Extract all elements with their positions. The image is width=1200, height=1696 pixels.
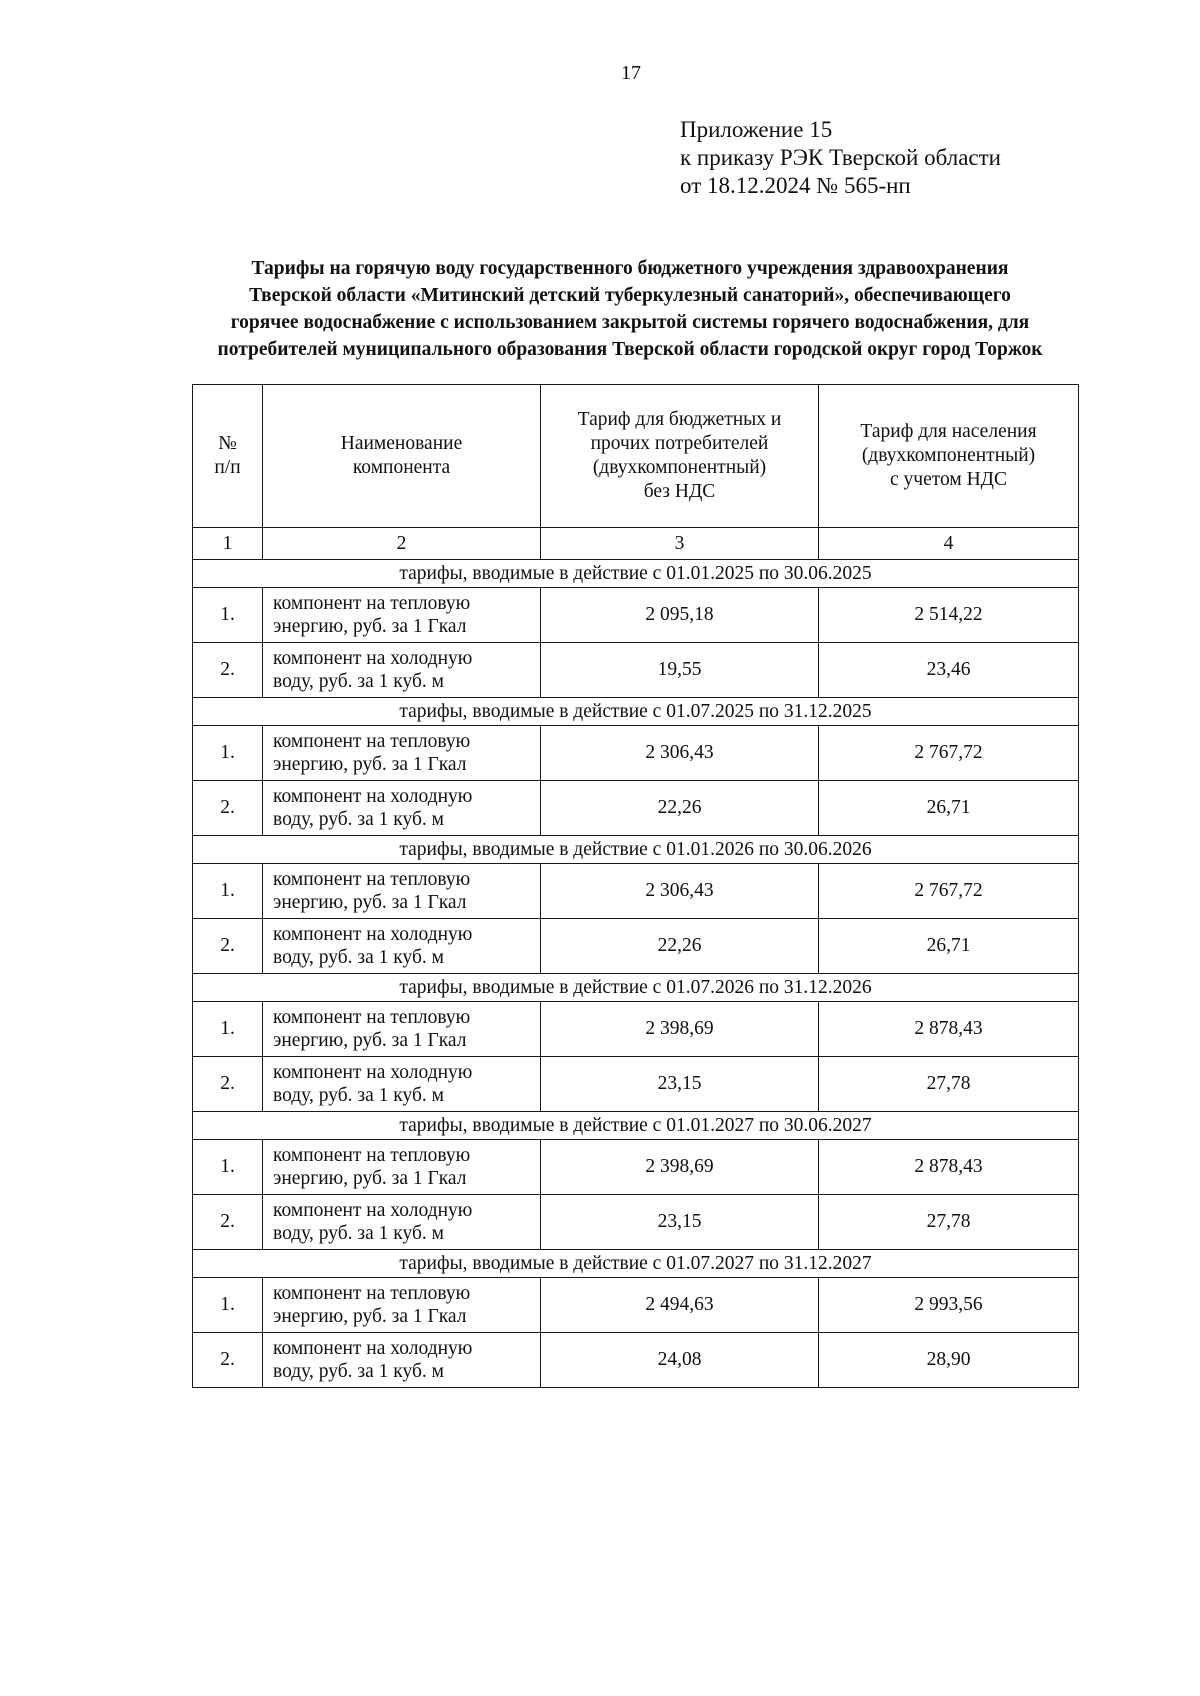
header-budget-tariff: Тариф для бюджетных и прочих потребителей (двухкомпонентный) без НДС (541, 385, 819, 528)
budget-tariff-value: 2 306,43 (541, 864, 819, 919)
table-row (193, 781, 1079, 836)
component-name-line: воду, руб. за 1 куб. м (273, 1361, 444, 1382)
title-line-3: горячее водоснабжение с использованием закрытой системы горячего водоснабжения, для (230, 312, 1030, 333)
document-title (150, 255, 1110, 363)
appendix-line-2: к приказу РЭК Тверской области (680, 145, 1001, 170)
component-name-line: энергию, руб. за 1 Гкал (273, 616, 467, 637)
row-number: 2. (193, 643, 263, 698)
table-row (193, 919, 1079, 974)
population-tariff-value: 2 514,22 (819, 588, 1079, 643)
component-name-line: воду, руб. за 1 куб. м (273, 947, 444, 968)
title-line-1: Тарифы на горячую воду государственного бюджетного учреждения здравоохранения (251, 258, 1009, 279)
budget-tariff-value: 19,55 (541, 643, 819, 698)
budget-tariff-value: 22,26 (541, 919, 819, 974)
population-tariff-value: 28,90 (819, 1333, 1079, 1388)
column-number: 2 (263, 528, 541, 560)
component-name (263, 781, 541, 836)
component-name (263, 726, 541, 781)
component-name-line: компонент на холодную (273, 1200, 473, 1221)
period-label: тарифы, вводимые в действие с 01.07.2026 по 31.12.2026 (193, 974, 1079, 1002)
population-tariff-value: 26,71 (819, 919, 1079, 974)
budget-tariff-value: 2 095,18 (541, 588, 819, 643)
component-name-line: компонент на холодную (273, 1338, 473, 1359)
table-row (193, 1278, 1079, 1333)
period-row (193, 560, 1079, 588)
period-row (193, 974, 1079, 1002)
component-name (263, 864, 541, 919)
row-number: 1. (193, 1002, 263, 1057)
population-tariff-value: 2 993,56 (819, 1278, 1079, 1333)
table-row (193, 1333, 1079, 1388)
period-label: тарифы, вводимые в действие с 01.07.2027 по 31.12.2027 (193, 1250, 1079, 1278)
component-name-line: энергию, руб. за 1 Гкал (273, 1030, 467, 1051)
period-label: тарифы, вводимые в действие с 01.01.2027 по 30.06.2027 (193, 1112, 1079, 1140)
period-row (193, 1250, 1079, 1278)
row-number: 2. (193, 1057, 263, 1112)
component-name-line: компонент на холодную (273, 1062, 473, 1083)
row-number: 1. (193, 864, 263, 919)
budget-tariff-value: 2 398,69 (541, 1140, 819, 1195)
population-tariff-value: 23,46 (819, 643, 1079, 698)
component-name-line: компонент на тепловую (273, 731, 471, 752)
column-number: 3 (541, 528, 819, 560)
page-number: 17 (621, 62, 641, 84)
component-name-line: компонент на тепловую (273, 593, 471, 614)
population-tariff-value: 2 878,43 (819, 1140, 1079, 1195)
row-number: 2. (193, 919, 263, 974)
component-name-line: воду, руб. за 1 куб. м (273, 1223, 444, 1244)
column-number-row (193, 528, 1079, 560)
component-name-line: воду, руб. за 1 куб. м (273, 809, 444, 830)
period-row (193, 1112, 1079, 1140)
component-name-line: компонент на холодную (273, 786, 473, 807)
title-line-2: Тверской области «Митинский детский туберкулезный санаторий», обеспечивающего (249, 285, 1011, 306)
table-row (193, 1057, 1079, 1112)
header-component-name: Наименование компонента (263, 385, 541, 528)
column-number: 4 (819, 528, 1079, 560)
component-name (263, 1278, 541, 1333)
period-label: тарифы, вводимые в действие с 01.07.2025 по 31.12.2025 (193, 698, 1079, 726)
component-name (263, 1333, 541, 1388)
component-name-line: компонент на тепловую (273, 1283, 471, 1304)
population-tariff-value: 27,78 (819, 1195, 1079, 1250)
budget-tariff-value: 24,08 (541, 1333, 819, 1388)
title-line-4: потребителей муниципального образования Тверской области городской округ город Торжок (217, 339, 1043, 360)
row-number: 1. (193, 726, 263, 781)
budget-tariff-value: 22,26 (541, 781, 819, 836)
row-number: 1. (193, 588, 263, 643)
header-population-tariff: Тариф для населения (двухкомпонентный) с учетом НДС (819, 385, 1079, 528)
population-tariff-value: 27,78 (819, 1057, 1079, 1112)
population-tariff-value: 2 767,72 (819, 726, 1079, 781)
table-row (193, 1002, 1079, 1057)
table-row (193, 726, 1079, 781)
population-tariff-value: 2 767,72 (819, 864, 1079, 919)
component-name-line: компонент на холодную (273, 924, 473, 945)
component-name (263, 1002, 541, 1057)
period-label: тарифы, вводимые в действие с 01.01.2025 по 30.06.2025 (193, 560, 1079, 588)
period-row (193, 836, 1079, 864)
tariff-table-body (193, 560, 1079, 1388)
period-row (193, 698, 1079, 726)
component-name (263, 643, 541, 698)
component-name-line: компонент на тепловую (273, 869, 471, 890)
component-name (263, 588, 541, 643)
row-number: 1. (193, 1278, 263, 1333)
table-row (193, 588, 1079, 643)
appendix-line-3: от 18.12.2024 № 565-нп (680, 173, 911, 198)
budget-tariff-value: 23,15 (541, 1195, 819, 1250)
table-header-row (193, 385, 1079, 528)
component-name (263, 1195, 541, 1250)
component-name-line: энергию, руб. за 1 Гкал (273, 1168, 467, 1189)
table-row (193, 864, 1079, 919)
table-row (193, 643, 1079, 698)
budget-tariff-value: 2 398,69 (541, 1002, 819, 1057)
component-name-line: компонент на холодную (273, 648, 473, 669)
row-number: 2. (193, 1195, 263, 1250)
tariff-table (192, 384, 1079, 1388)
row-number: 2. (193, 1333, 263, 1388)
header-number: № п/п (193, 385, 263, 528)
row-number: 1. (193, 1140, 263, 1195)
component-name-line: воду, руб. за 1 куб. м (273, 1085, 444, 1106)
component-name-line: энергию, руб. за 1 Гкал (273, 1306, 467, 1327)
component-name (263, 1140, 541, 1195)
budget-tariff-value: 2 306,43 (541, 726, 819, 781)
budget-tariff-value: 23,15 (541, 1057, 819, 1112)
appendix-block (680, 116, 1001, 200)
component-name-line: энергию, руб. за 1 Гкал (273, 892, 467, 913)
table-row (193, 1195, 1079, 1250)
component-name-line: компонент на тепловую (273, 1007, 471, 1028)
population-tariff-value: 26,71 (819, 781, 1079, 836)
component-name (263, 919, 541, 974)
component-name (263, 1057, 541, 1112)
table-row (193, 1140, 1079, 1195)
component-name-line: энергию, руб. за 1 Гкал (273, 754, 467, 775)
budget-tariff-value: 2 494,63 (541, 1278, 819, 1333)
population-tariff-value: 2 878,43 (819, 1002, 1079, 1057)
appendix-line-1: Приложение 15 (680, 117, 833, 142)
period-label: тарифы, вводимые в действие с 01.01.2026 по 30.06.2026 (193, 836, 1079, 864)
component-name-line: компонент на тепловую (273, 1145, 471, 1166)
row-number: 2. (193, 781, 263, 836)
column-number: 1 (193, 528, 263, 560)
component-name-line: воду, руб. за 1 куб. м (273, 671, 444, 692)
